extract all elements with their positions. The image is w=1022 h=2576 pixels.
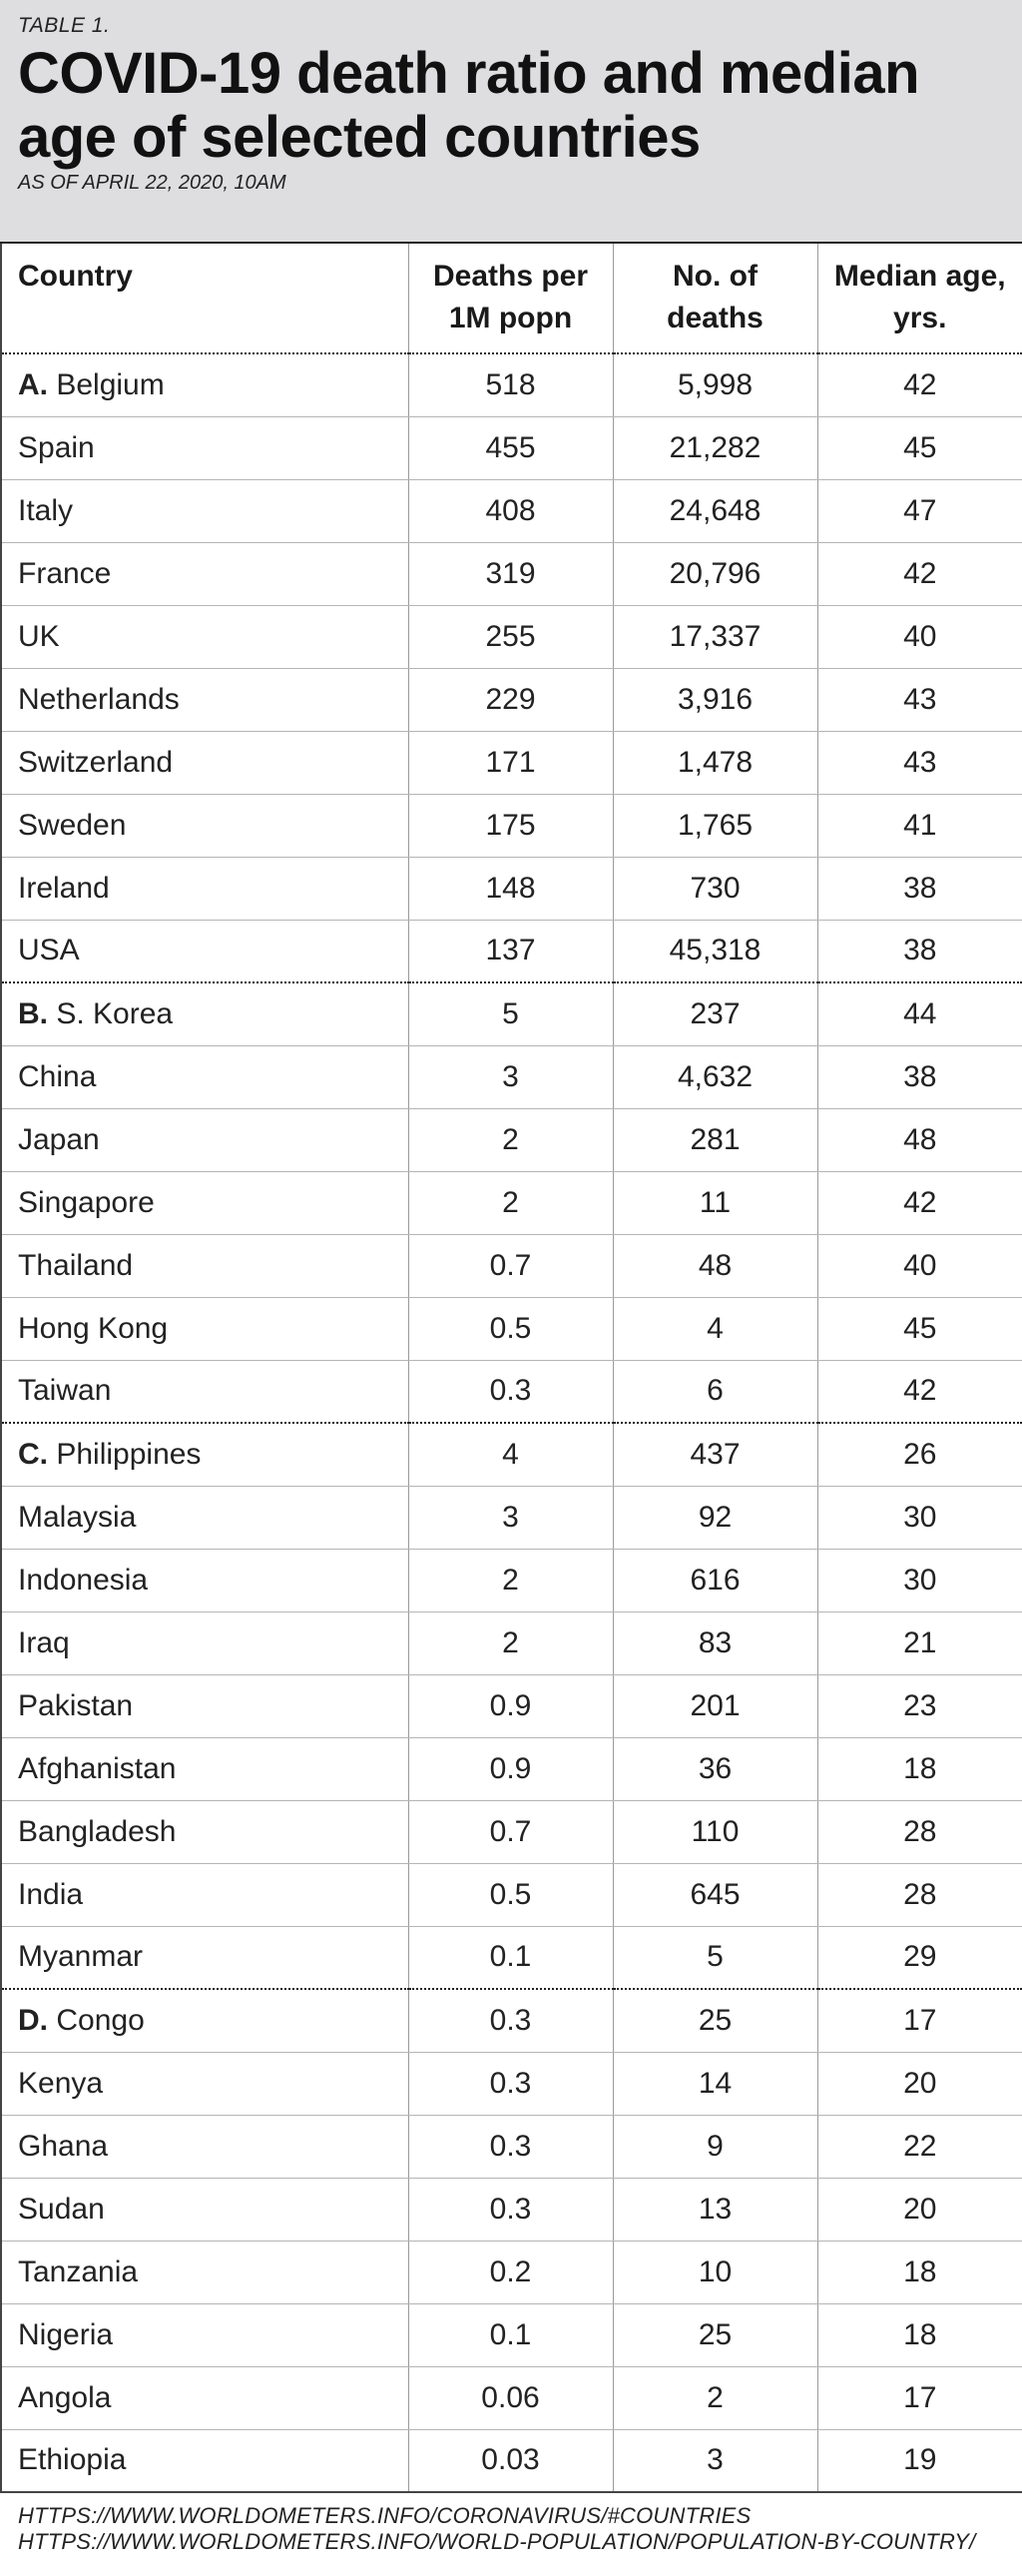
cell-num-deaths: 9: [613, 2115, 817, 2178]
cell-deaths-per-1m: 0.3: [408, 1989, 613, 2052]
cell-num-deaths: 4: [613, 1297, 817, 1360]
col-header-country: Country: [1, 244, 408, 353]
table-row: [1, 2178, 1022, 2241]
cell-deaths-per-1m: 229: [408, 668, 613, 731]
cell-deaths-per-1m: 2: [408, 1171, 613, 1234]
cell-median-age: 17: [817, 1989, 1022, 2052]
cell-country: [1, 920, 408, 982]
table-row: [1, 605, 1022, 668]
cell-median-age: 29: [817, 1926, 1022, 1989]
cell-num-deaths: 616: [613, 1549, 817, 1611]
source-footer: [0, 2493, 1022, 2555]
cell-median-age: 18: [817, 2303, 1022, 2366]
cell-deaths-per-1m: 319: [408, 542, 613, 605]
cell-median-age: 21: [817, 1611, 1022, 1674]
cell-deaths-per-1m: 0.5: [408, 1297, 613, 1360]
table-row: [1, 1234, 1022, 1297]
country-name: China: [18, 1059, 97, 1093]
table-row: [1, 2303, 1022, 2366]
country-name: Nigeria: [18, 2317, 114, 2351]
cell-median-age: 38: [817, 857, 1022, 920]
cell-deaths-per-1m: 0.7: [408, 1234, 613, 1297]
table-subtitle: AS OF APRIL 22, 2020, 10AM: [18, 172, 286, 194]
source-line: HTTPS://WWW.WORLDOMETERS.INFO/WORLD-POPULATION/POPULATION-BY-COUNTRY/: [18, 2529, 976, 2554]
country-name: Sweden: [18, 808, 127, 842]
table-row: [1, 2429, 1022, 2492]
cell-num-deaths: 92: [613, 1486, 817, 1549]
col-header-num-deaths: No. of deaths: [613, 244, 817, 353]
table-row: [1, 1549, 1022, 1611]
table-row: [1, 668, 1022, 731]
cell-median-age: 42: [817, 1171, 1022, 1234]
country-name: Afghanistan: [18, 1751, 177, 1785]
cell-num-deaths: 24,648: [613, 479, 817, 542]
cell-country: [1, 668, 408, 731]
cell-country: [1, 857, 408, 920]
cell-deaths-per-1m: 0.7: [408, 1800, 613, 1863]
cell-deaths-per-1m: 0.1: [408, 1926, 613, 1989]
cell-country: [1, 1045, 408, 1108]
cell-num-deaths: 11: [613, 1171, 817, 1234]
country-name: France: [18, 556, 112, 590]
country-name: Hong Kong: [18, 1311, 169, 1345]
cell-deaths-per-1m: 455: [408, 416, 613, 479]
cell-country: [1, 479, 408, 542]
cell-country: [1, 982, 408, 1045]
cell-num-deaths: 201: [613, 1674, 817, 1737]
table-row: [1, 1108, 1022, 1171]
cell-num-deaths: 83: [613, 1611, 817, 1674]
cell-num-deaths: 110: [613, 1800, 817, 1863]
data-table: [0, 244, 1022, 2493]
cell-median-age: 18: [817, 2241, 1022, 2303]
cell-median-age: 26: [817, 1423, 1022, 1486]
cell-country: [1, 1674, 408, 1737]
cell-median-age: 42: [817, 542, 1022, 605]
cell-median-age: 43: [817, 731, 1022, 794]
country-name: Sudan: [18, 2192, 105, 2226]
table-row: [1, 416, 1022, 479]
group-label: D.: [18, 2003, 48, 2037]
cell-country: [1, 2115, 408, 2178]
cell-median-age: 19: [817, 2429, 1022, 2492]
cell-median-age: 41: [817, 794, 1022, 857]
table-row: [1, 982, 1022, 1045]
country-name: Netherlands: [18, 682, 180, 716]
table-row: [1, 2052, 1022, 2115]
country-name: Belgium: [56, 367, 165, 401]
cell-country: [1, 1549, 408, 1611]
cell-num-deaths: 5: [613, 1926, 817, 1989]
cell-median-age: 45: [817, 416, 1022, 479]
cell-country: [1, 1171, 408, 1234]
cell-deaths-per-1m: 2: [408, 1611, 613, 1674]
cell-deaths-per-1m: 0.2: [408, 2241, 613, 2303]
table-row: [1, 1800, 1022, 1863]
cell-median-age: 43: [817, 668, 1022, 731]
group-label: A.: [18, 367, 48, 401]
cell-country: [1, 2241, 408, 2303]
cell-country: [1, 2052, 408, 2115]
country-name: S. Korea: [56, 996, 174, 1030]
cell-num-deaths: 20,796: [613, 542, 817, 605]
cell-deaths-per-1m: 137: [408, 920, 613, 982]
cell-median-age: 44: [817, 982, 1022, 1045]
country-name: Italy: [18, 493, 74, 527]
cell-deaths-per-1m: 2: [408, 1108, 613, 1171]
table-row: [1, 353, 1022, 416]
table-header: [0, 0, 1022, 244]
country-name: Thailand: [18, 1248, 134, 1282]
table-row: [1, 731, 1022, 794]
cell-median-age: 23: [817, 1674, 1022, 1737]
cell-deaths-per-1m: 175: [408, 794, 613, 857]
cell-num-deaths: 237: [613, 982, 817, 1045]
table-body: [1, 353, 1022, 2492]
table-row: [1, 1360, 1022, 1423]
cell-country: [1, 1423, 408, 1486]
cell-deaths-per-1m: 0.3: [408, 1360, 613, 1423]
country-name: Japan: [18, 1122, 100, 1156]
country-name: Spain: [18, 430, 95, 464]
cell-num-deaths: 25: [613, 1989, 817, 2052]
cell-median-age: 30: [817, 1549, 1022, 1611]
country-name: Ethiopia: [18, 2443, 127, 2477]
cell-country: [1, 1234, 408, 1297]
cell-num-deaths: 1,765: [613, 794, 817, 857]
cell-country: [1, 2178, 408, 2241]
cell-num-deaths: 25: [613, 2303, 817, 2366]
cell-num-deaths: 45,318: [613, 920, 817, 982]
country-name: Kenya: [18, 2066, 104, 2100]
cell-num-deaths: 10: [613, 2241, 817, 2303]
cell-deaths-per-1m: 0.03: [408, 2429, 613, 2492]
table-row: [1, 1297, 1022, 1360]
table-row: [1, 1989, 1022, 2052]
cell-country: [1, 731, 408, 794]
cell-country: [1, 1360, 408, 1423]
cell-num-deaths: 5,998: [613, 353, 817, 416]
table-row: [1, 479, 1022, 542]
table-row: [1, 1926, 1022, 1989]
cell-country: [1, 1863, 408, 1926]
cell-deaths-per-1m: 0.06: [408, 2366, 613, 2429]
country-name: Singapore: [18, 1185, 155, 1219]
cell-country: [1, 1926, 408, 1989]
cell-deaths-per-1m: 0.9: [408, 1737, 613, 1800]
cell-country: [1, 1486, 408, 1549]
table-row: [1, 1737, 1022, 1800]
cell-median-age: 45: [817, 1297, 1022, 1360]
table-row: [1, 1611, 1022, 1674]
cell-deaths-per-1m: 0.1: [408, 2303, 613, 2366]
cell-deaths-per-1m: 0.5: [408, 1863, 613, 1926]
cell-deaths-per-1m: 0.9: [408, 1674, 613, 1737]
country-name: Pakistan: [18, 1688, 134, 1722]
table-row: [1, 542, 1022, 605]
cell-deaths-per-1m: 148: [408, 857, 613, 920]
cell-median-age: 40: [817, 605, 1022, 668]
header-row: [1, 244, 1022, 353]
cell-num-deaths: 4,632: [613, 1045, 817, 1108]
cell-country: [1, 1737, 408, 1800]
cell-num-deaths: 17,337: [613, 605, 817, 668]
country-name: Ireland: [18, 871, 110, 905]
cell-median-age: 17: [817, 2366, 1022, 2429]
cell-num-deaths: 645: [613, 1863, 817, 1926]
country-name: India: [18, 1877, 84, 1911]
table-row: [1, 2115, 1022, 2178]
group-label: B.: [18, 996, 48, 1030]
country-name: Tanzania: [18, 2254, 139, 2288]
cell-country: [1, 416, 408, 479]
cell-num-deaths: 730: [613, 857, 817, 920]
table-row: [1, 794, 1022, 857]
country-name: Congo: [56, 2003, 145, 2037]
cell-deaths-per-1m: 518: [408, 353, 613, 416]
cell-country: [1, 1297, 408, 1360]
table-row: [1, 2241, 1022, 2303]
cell-median-age: 18: [817, 1737, 1022, 1800]
cell-median-age: 38: [817, 920, 1022, 982]
country-name: Ghana: [18, 2129, 109, 2163]
table-row: [1, 920, 1022, 982]
cell-median-age: 28: [817, 1863, 1022, 1926]
cell-deaths-per-1m: 3: [408, 1486, 613, 1549]
table-row: [1, 1045, 1022, 1108]
cell-country: [1, 1611, 408, 1674]
cell-median-age: 28: [817, 1800, 1022, 1863]
country-name: Taiwan: [18, 1374, 112, 1408]
cell-num-deaths: 437: [613, 1423, 817, 1486]
cell-num-deaths: 6: [613, 1360, 817, 1423]
cell-num-deaths: 13: [613, 2178, 817, 2241]
table-row: [1, 1863, 1022, 1926]
cell-median-age: 47: [817, 479, 1022, 542]
cell-deaths-per-1m: 5: [408, 982, 613, 1045]
table-row: [1, 1674, 1022, 1737]
cell-deaths-per-1m: 0.3: [408, 2052, 613, 2115]
cell-num-deaths: 14: [613, 2052, 817, 2115]
cell-country: [1, 353, 408, 416]
country-name: Switzerland: [18, 745, 174, 779]
cell-num-deaths: 281: [613, 1108, 817, 1171]
cell-country: [1, 2303, 408, 2366]
cell-deaths-per-1m: 3: [408, 1045, 613, 1108]
table-label: TABLE 1.: [18, 14, 111, 37]
cell-country: [1, 794, 408, 857]
cell-num-deaths: 3: [613, 2429, 817, 2492]
cell-deaths-per-1m: 4: [408, 1423, 613, 1486]
cell-deaths-per-1m: 171: [408, 731, 613, 794]
cell-deaths-per-1m: 0.3: [408, 2178, 613, 2241]
cell-country: [1, 605, 408, 668]
cell-median-age: 42: [817, 1360, 1022, 1423]
source-line: HTTPS://WWW.WORLDOMETERS.INFO/CORONAVIRUS/#COUNTRIES: [18, 2503, 752, 2528]
table-row: [1, 1423, 1022, 1486]
country-name: Philippines: [56, 1437, 202, 1471]
cell-median-age: 22: [817, 2115, 1022, 2178]
cell-num-deaths: 2: [613, 2366, 817, 2429]
cell-country: [1, 2366, 408, 2429]
country-name: Myanmar: [18, 1940, 144, 1974]
col-header-deaths-per-1m: Deaths per 1M popn: [408, 244, 613, 353]
cell-median-age: 20: [817, 2178, 1022, 2241]
cell-median-age: 38: [817, 1045, 1022, 1108]
table-row: [1, 1171, 1022, 1234]
cell-deaths-per-1m: 408: [408, 479, 613, 542]
table-title: COVID-19 death ratio and median age of selected countries: [18, 41, 920, 170]
table-row: [1, 1486, 1022, 1549]
country-name: Malaysia: [18, 1500, 137, 1534]
cell-num-deaths: 36: [613, 1737, 817, 1800]
cell-num-deaths: 21,282: [613, 416, 817, 479]
table-row: [1, 2366, 1022, 2429]
country-name: UK: [18, 619, 60, 653]
country-name: USA: [18, 934, 80, 967]
cell-deaths-per-1m: 0.3: [408, 2115, 613, 2178]
cell-median-age: 40: [817, 1234, 1022, 1297]
cell-country: [1, 542, 408, 605]
country-name: Iraq: [18, 1625, 70, 1659]
cell-deaths-per-1m: 2: [408, 1549, 613, 1611]
country-name: Indonesia: [18, 1563, 149, 1597]
col-header-median-age: Median age, yrs.: [817, 244, 1022, 353]
group-label: C.: [18, 1437, 48, 1471]
cell-num-deaths: 1,478: [613, 731, 817, 794]
cell-country: [1, 1800, 408, 1863]
cell-country: [1, 1108, 408, 1171]
cell-median-age: 42: [817, 353, 1022, 416]
cell-median-age: 48: [817, 1108, 1022, 1171]
country-name: Angola: [18, 2380, 112, 2414]
cell-median-age: 30: [817, 1486, 1022, 1549]
cell-num-deaths: 48: [613, 1234, 817, 1297]
table-row: [1, 857, 1022, 920]
cell-num-deaths: 3,916: [613, 668, 817, 731]
cell-country: [1, 1989, 408, 2052]
cell-median-age: 20: [817, 2052, 1022, 2115]
cell-deaths-per-1m: 255: [408, 605, 613, 668]
country-name: Bangladesh: [18, 1814, 177, 1848]
cell-country: [1, 2429, 408, 2492]
